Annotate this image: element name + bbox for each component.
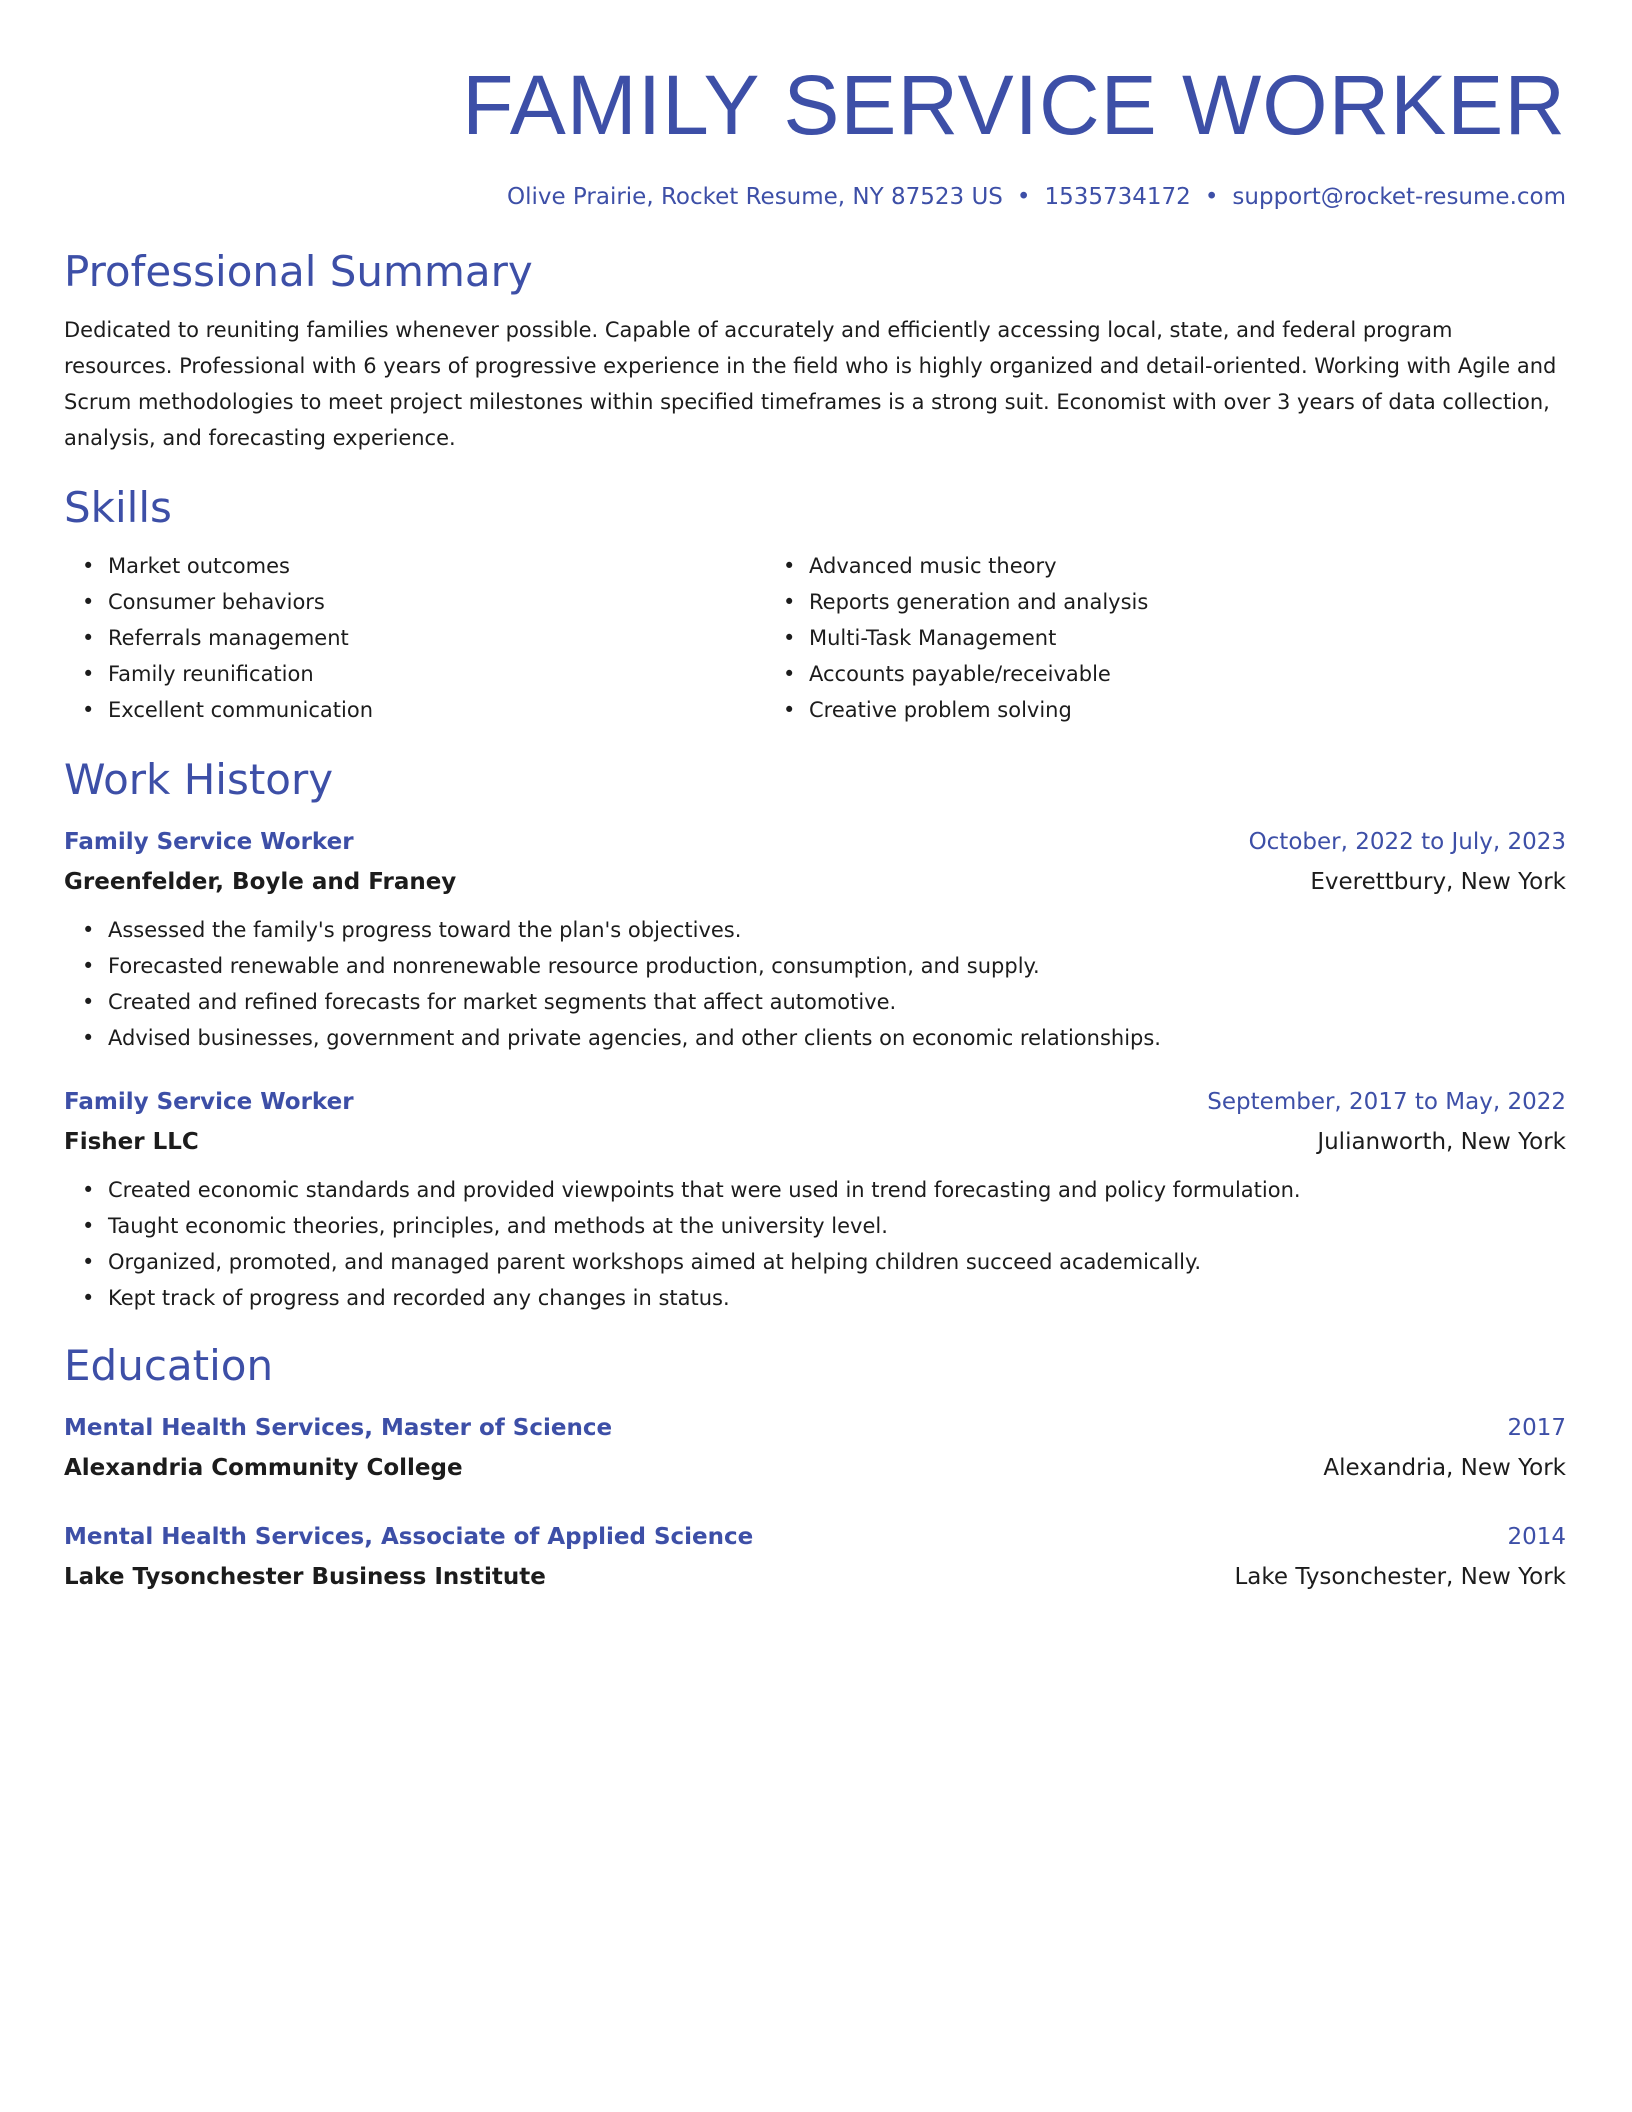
duty-item: • Created economic standards and provided viewpoints that were used in trend forecasting and policy formulation. (108, 1172, 1566, 1208)
education-location: Alexandria, New York (1323, 1455, 1566, 1481)
education-year: 2017 (1507, 1415, 1566, 1441)
bullet-icon: • (82, 554, 95, 578)
skill-item: • Reports generation and analysis (809, 584, 1460, 620)
bullet-icon: • (82, 990, 95, 1014)
bullet-icon: • (783, 590, 796, 614)
duty-item: • Created and refined forecasts for market segments that affect automotive. (108, 984, 1566, 1020)
job-employer: Greenfelder, Boyle and Franey (64, 869, 457, 895)
summary-text: Dedicated to reuniting families whenever possible. Capable of accurately and efficiently accessing local, state, and federal program resources. Professional with 6 years of progressive experience in the field who is highly organized and detail-oriented. Working with Agile and Scrum methodologies to meet project milestones within specified timeframes is a strong suit. Economist with over 3 years of data collection, analysis, and forecasting experience. (64, 318, 1557, 450)
skill-item: • Advanced music theory (809, 548, 1460, 584)
skill-item: • Market outcomes (108, 548, 762, 584)
education-year: 2014 (1507, 1524, 1566, 1550)
job-header-row (64, 822, 1566, 862)
education-school-row (64, 1448, 1566, 1488)
duty-item: • Kept track of progress and recorded any changes in status. (108, 1280, 1566, 1316)
duty-item: • Advised businesses, government and private agencies, and other clients on economic relationships. (108, 1020, 1566, 1056)
education-school: Lake Tysonchester Business Institute (64, 1564, 546, 1590)
bullet-icon: • (82, 662, 95, 686)
contact-line (64, 182, 1566, 212)
job-employer: Fisher LLC (64, 1129, 199, 1155)
bullet-icon: • (82, 626, 95, 650)
contact-email[interactable]: support@rocket-resume.com (1232, 184, 1566, 210)
work-history-heading: Work History (64, 755, 334, 804)
job-title: Family Service Worker (64, 829, 354, 855)
separator-dot: • (1016, 184, 1031, 210)
bullet-icon: • (783, 554, 796, 578)
bullet-icon: • (82, 1026, 95, 1050)
job-duties (64, 1172, 1566, 1316)
bullet-icon: • (783, 662, 796, 686)
skills-column-right (762, 548, 1460, 728)
bullet-icon: • (82, 698, 95, 722)
duty-item: • Taught economic theories, principles, and methods at the university level. (108, 1208, 1566, 1244)
bullet-icon: • (82, 1286, 95, 1310)
job-location: Julianworth, New York (1317, 1129, 1566, 1155)
summary-heading: Professional Summary (64, 247, 533, 296)
job-title: Family Service Worker (64, 1089, 354, 1115)
education-header-row (64, 1517, 1566, 1557)
skills-column-left (64, 548, 762, 728)
skill-item: • Family reunification (108, 656, 762, 692)
bullet-icon: • (82, 954, 95, 978)
duty-item: • Assessed the family's progress toward the plan's objectives. (108, 912, 1566, 948)
education-degree: Mental Health Services, Associate of Applied Science (64, 1524, 754, 1550)
skill-item: • Multi-Task Management (809, 620, 1460, 656)
job-employer-row (64, 862, 1566, 902)
skill-item: • Referrals management (108, 620, 762, 656)
skills-list (64, 548, 1566, 728)
job-duties (64, 912, 1566, 1056)
bullet-icon: • (82, 590, 95, 614)
job-dates: September, 2017 to May, 2022 (1207, 1089, 1566, 1115)
job-entry (64, 822, 1566, 1056)
duty-item: • Forecasted renewable and nonrenewable resource production, consumption, and supply. (108, 948, 1566, 984)
bullet-icon: • (82, 918, 95, 942)
bullet-icon: • (82, 1178, 95, 1202)
contact-address: Olive Prairie, Rocket Resume, NY 87523 US (506, 184, 1003, 210)
education-entry (64, 1408, 1566, 1488)
education-entry (64, 1517, 1566, 1597)
job-employer-row (64, 1122, 1566, 1162)
education-location: Lake Tysonchester, New York (1234, 1564, 1566, 1590)
job-dates: October, 2022 to July, 2023 (1248, 829, 1566, 855)
education-heading: Education (64, 1341, 274, 1390)
bullet-icon: • (783, 698, 796, 722)
education-school: Alexandria Community College (64, 1455, 463, 1481)
education-header-row (64, 1408, 1566, 1448)
job-location: Everettbury, New York (1310, 869, 1566, 895)
skill-item: • Excellent communication (108, 692, 762, 728)
separator-dot: • (1204, 184, 1219, 210)
resume-name: FAMILY SERVICE WORKER (462, 58, 1566, 152)
job-entry (64, 1082, 1566, 1316)
education-degree: Mental Health Services, Master of Science (64, 1415, 613, 1441)
education-school-row (64, 1557, 1566, 1597)
skill-item: • Accounts payable/receivable (809, 656, 1460, 692)
bullet-icon: • (82, 1214, 95, 1238)
contact-phone: 1535734172 (1044, 184, 1191, 210)
bullet-icon: • (82, 1250, 95, 1274)
resume-page (64, 0, 1566, 1597)
skill-item: • Consumer behaviors (108, 584, 762, 620)
duty-item: • Organized, promoted, and managed parent workshops aimed at helping children succeed academically. (108, 1244, 1566, 1280)
skills-heading: Skills (64, 483, 172, 532)
bullet-icon: • (783, 626, 796, 650)
job-header-row (64, 1082, 1566, 1122)
skill-item: • Creative problem solving (809, 692, 1460, 728)
